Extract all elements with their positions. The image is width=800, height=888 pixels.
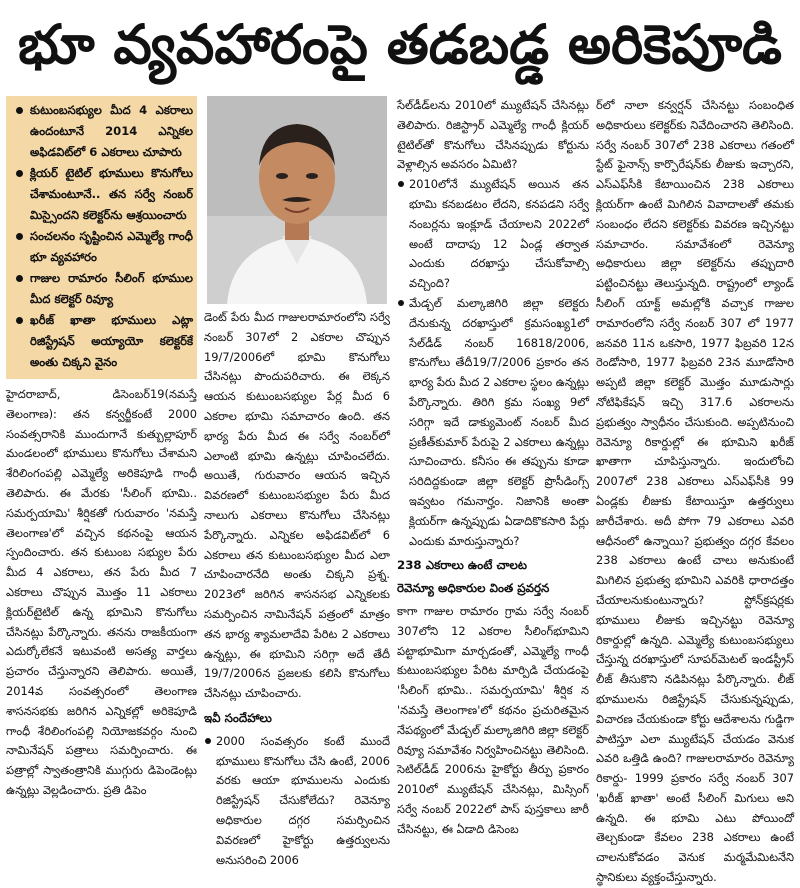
body-text: డెంట్ పేరు మీద గాజులరామారంలోని సర్వే నంబర్ 307లో 2 ఎకరాల చొప్పున 19/7/2006లో భూమి కొనుగోలు చేసినట్లు పొందుపరిచారు. ఈ లెక్కన ఆయన కుటుంబసభ్యుల పేర్ల మీద 6 ఎకరాల భూమి సమాచారం ఉంది. తన భార్య పేరు మీద ఈ సర్వే నంబర్‌లో ఎలాంటి భూమి ఉన్నట్లు చూపించలేదు. అయితే, గురువారం ఆయన ఇచ్చిన వివరణలో కుటుంబసభ్యుల పేరు మీద నాలుగు ఎకరాలు కొనుగోలు చేసినట్లు పేర్కొన్నారు. ఎన్నికల అఫిడవిట్‌లో 6 ఎకరాలు తన కుటుంబసభ్యుల మీద ఎలా చూపించారనేది అంతు చిక్కని ప్రశ్న. 2023లో జరిగిన శాసనసభ ఎన్నికలకు సమర్పించిన నామినేషన్ పత్రంలో మాత్రం తన భార్య శ్యామలాదేవి పేరిట 2 ఎకరాలు ఉన్నట్లు, ఈ భూమిని సరిగ్గా అదే తేదీ 19/7/2006న ప్రజలకు కలిసి కొనుగోలు చేసినట్లు చూపించారు. (204, 310, 390, 701)
column-4 (596, 96, 794, 885)
question-item: 2000 సంవత్సరం కంటే ముందే భూములు కొనుగోలు చేసి ఉంటే, 2006 వరకు ఆయా భూములను ఎందుకు రిజిస్ట్రేషన్ చేసుకోలేదు? రెవెన్యూ అధికారుల దగ్గర సమర్పించిన వివరణలో హైకోర్టు ఉత్తర్వులను అనుసరించి 2006 (204, 732, 390, 871)
headline: భూ వ్యవహారంపై తడబడ్డ అరికెపూడి (18, 13, 782, 76)
portrait-illustration (207, 96, 387, 304)
subheading: రెవెన్యూ అధికారుల వింత ప్రవర్తన (397, 581, 550, 596)
highlight-item: గాజుల రామారం సీలింగ్ భూముల మీద కలెక్టర్ రివ్యూ (14, 268, 193, 310)
column-1 (6, 96, 197, 797)
portrait-photo (207, 96, 387, 304)
body-text: ర్‌లో నాలా కన్వర్షన్ చేసినట్టు సంబంధిత అధికారులు కలెక్టర్‌కు నివేదించారని తెలిసింది. సర్వే నంబర్ 307లో 238 ఎకరాలు గతంలో స్టేట్ ఫైనాన్స్ కార్పొరేషన్‌కు లీజుకు ఇచ్చారని, ఎస్‌ఎఫ్‌సీకి కేటాయించిన 238 ఎకరాలు క్లియర్‌గా ఉంటే మిగిలిన వివాదాలతో తమకు సంబంధం లేదని కలెక్టర్‌కు వివరణ ఇచ్చినట్టు సమాచారం. సమావేశంలో రెవెన్యూ అధికారులు జిల్లా కలెక్టర్‌ను తప్పుదారి పట్టించినట్టు తెలుస్తున్నది. రాష్ట్రంలో ల్యాండ్ సీలింగ్ యాక్ట్ అమల్లోకి వచ్చాక గాజుల రామారంలోని సర్వే నంబర్ 307 లో 1977 జనవరి 11న ఒకసారి, 1977 ఫిబ్రవరి 12న రెండోసారి, 1977 ఫిబ్రవరి 23న మూడోసారి అప్పటి జిల్లా కలెక్టర్ మొత్తం మూడుసార్లు నోటిఫికేషన్ ఇచ్చి 317.6 ఎకరాలను ప్రభుత్వం స్వాధీనం చేసుకుంది. అప్పటినుంచి రెవెన్యూ రికార్డుల్లో ఈ భూమిని ఖరీజ్ ఖాతాగా చూపిస్తున్నారు. ఇందులోంచి 2007లో 238 ఎకరాలు ఎస్ఎఫ్‌సీకి 99 ఏండ్లకు లీజుకు కేటాయిస్తూ ఉత్తర్వులు జారీచేశారు. అదీ పోగా 79 ఎకరాలు ఎవరి ఆధీనంలో ఉన్నాయి? ప్రభుత్వం దగ్గర కేవలం 238 ఎకరాలు ఉంటే చాలు అనుకుంటే మిగిలిన ప్రభుత్వ భూమిని ఎవరికి ధారాదత్తం చేయాలనుకుంటున్నారు? స్టోన్‌క్రషర్లకు భూములు లీజుకు ఇచ్చినట్టు రెవెన్యూ రికార్డుల్లో ఉన్నది. ఎమ్మెల్యే కుటుంబసభ్యులు చేస్తున్న దరఖాస్తులో సూపర్‌మెటల్ ఇండస్ట్రీస్ లీజ్ తీసుకొని నడిపినట్లు పేర్కొన్నారు. లీజ్ భూములను రిజిస్ట్రేషన్ చేసుకున్నప్పుడు, విచారణ చేయకుండా కోర్టు ఆదేశాలను గుడ్డిగా పాటిస్తూ ఎలా మ్యుటేషన్ చేయడం వెనుక ఎవరి ఒత్తిడి ఉంది? గాజులరామారం రెవెన్యూ రికార్డు- 1999 ప్రకారం సర్వే నంబర్ 307 'ఖరీజ్ ఖాతా' అంటే సీలింగ్ మిగులు అని ఉన్నది. ఈ భూమి ఎటు పోయిందో తెల్చకుండా కేవలం 238 ఎకరాలు ఉంటే చాలనుకోవడం వెనుక మర్మమేమిటనేని స్థానికులు వ్యక్తంచేస్తున్నారు. (596, 98, 794, 885)
highlight-item: ఖరీజ్ ఖాతా భూములు ఎట్లా రిజిస్ట్రేషన్ అయ్యాయో కలెక్టర్‌కే అంతు చిక్కని వైనం (14, 310, 193, 373)
highlight-item: సంచలనం సృష్టించిన ఎమ్మెల్యే గాంధీ భూ వ్యవహారం (14, 226, 193, 268)
question-item: 2010లోనే మ్యుటేషన్ అయిన తన భూమి కనబడటం లేదని, కనపడని సర్వే నంబర్లను ఇంక్లూడ్ చేయాలని 2022లో అంటే దాదాపు 12 ఏండ్ల తర్వాత ఎందుకు దరఖాస్తు చేసుకోవాల్సి వచ్చింది? (397, 175, 589, 294)
column-3 (397, 96, 589, 836)
column-2 (204, 96, 390, 867)
subheading: 238 ఎకరాలు ఉంటే చాలట (397, 558, 527, 573)
body-text: హైదరాబాద్, డిసెంబర్19(నమస్తే తెలంగాణ): తన కన్వర్జీకంటే 2000 సంవత్సరానికి ముందుగానే కుత్బుల్లాపూర్ మండలంలో భూములు కొనుగోలు చేశామని శేరిలింగంపల్లి ఎమ్మెల్యే అరికెపూడి గాంధీ తెలిపారు. ఈ మేరకు 'సీలింగ్ భూమి.. సమర్పయామి' శీర్షికతో గురువారం 'నమస్తే తెలంగాణ'లో వచ్చిన కథనంపై ఆయన స్పందించారు. తన కుటుంబ సభ్యుల పేరు మీద 4 ఎకరాలు, తన పేరు మీద 7 ఎకరాలు చొప్పున మొత్తం 11 ఎకరాలు క్లియర్‌టైటిల్ ఉన్న భూమిని కొనుగోలు చేసినట్లు పేర్కొన్నారు. తనను రాజకీయంగా ఎదుర్కోలేకనే ఇటువంటి అసత్య వార్తలు ప్రచారం చేస్తున్నారని తెలిపారు. అయితే, 2014వ సంవత్సరంలో తెలంగాణ శాసనసభకు జరిగిన ఎన్నికల్లో అరికెపూడి గాంధీ శేరిలింగంపల్లి నియోజకవర్గం నుంచి నామినేషన్ పత్రాలు సమర్పించారు. ఈ పత్రాల్లో స్వాతంత్రానికి ముగ్గురు డిపెండెంట్లు ఉన్నట్లు వెల్లడించారు. ప్రతి డిపెం (6, 387, 197, 797)
highlights-box (6, 96, 197, 379)
question-item: మేడ్చల్ మల్కాజిగిరి జిల్లా కలెక్టరు దేనుకున్న దరఖాస్తులో క్రమసంఖ్య1లో సేల్‌డీడ్ నంబర్ 16818/2006, కొనుగోలు తేదీ19/7/2006 ప్రకారం తన భార్య పేరు మీద 2 ఎకరాల స్థలం ఉన్నట్లు పేర్కొన్నారు. తిరిగి క్రమ సంఖ్య 9లో సరిగ్గా ఇదే డాక్యుమెంట్ నంబర్ మీద ప్రణీత్‌కుమార్ పేరుపై 2 ఎకరాలు ఉన్నట్లు సూచించారు. కనీసం ఈ తప్పును కూడా సరిదిద్దకుండా జిల్లా కలెక్టర్ ప్రొసీడింగ్స్ ఇవ్వటం గమనార్హం. నిజానికి అంతా క్లియర్‌గా ఉన్నప్పుడు ఏడాదికొకసారి పేర్లు ఎందుకు మారుస్తున్నారు? (397, 294, 589, 551)
highlight-item: క్లియర్ టైటిల్ భూములు కొనుగోలు చేశామంటూనే.. తన సర్వే నంబర్ మిస్సైందని కలెక్టర్‌ను ఆశ్రయించారు (14, 163, 193, 226)
body-text: కాగా గాజుల రామారం గ్రామ సర్వే నంబర్ 307లోని 12 ఎకరాల సీలింగ్‌భూమిని పట్టాభూమిగా మార్చడంతో, ఎమ్మెల్యే గాంధీ కుటుంబసభ్యుల పేరిట మార్పిడి చేయడంపై 'సీలింగ్ భూమి.. సమర్పయామి' శీర్షిక న 'నమస్తే తెలంగాణ'లో కథనం ప్రచురితమైన నేపథ్యంలో మేడ్చల్ మల్కాజిగిరి జిల్లా కలెక్టర్ రివ్యూ సమావేశం నిర్వహించినట్టు తెలిసింది. సెటిల్‌డీడ్ 2006ను హైకోర్టు తీర్పు ప్రకారం 2010లో మ్యుటేషన్ చేసినట్లు, మిస్సింగ్ సర్వే నంబర్ 2022లో పాస్ పుస్తకాలు జారీ చేసినట్టు, ఈ ఏడాది డిసెంబ (397, 603, 589, 836)
highlight-item: కుటుంబసభ్యుల మీద 4 ఎకరాలు ఉందంటూనే 2014 ఎన్నికల అఫిడవిట్‌లో 6 ఎకరాలు చూపారు (14, 100, 193, 163)
headline-bar (0, 0, 800, 90)
body-text: సేల్‌డీడ్‌లను 2010లో మ్యుటేషన్ చేసినట్లు తెలిపారు. రిజిస్ట్రార్ ఎమ్మెల్యే గాంధీ క్లియర్ టైటిల్‌తో కొనుగోలు చేసినప్పుడు కోర్టును వెళ్లాల్సిన అవసరం ఏమిటి? (397, 98, 589, 172)
subheading: ఇవీ సందేహాలు (204, 710, 272, 725)
